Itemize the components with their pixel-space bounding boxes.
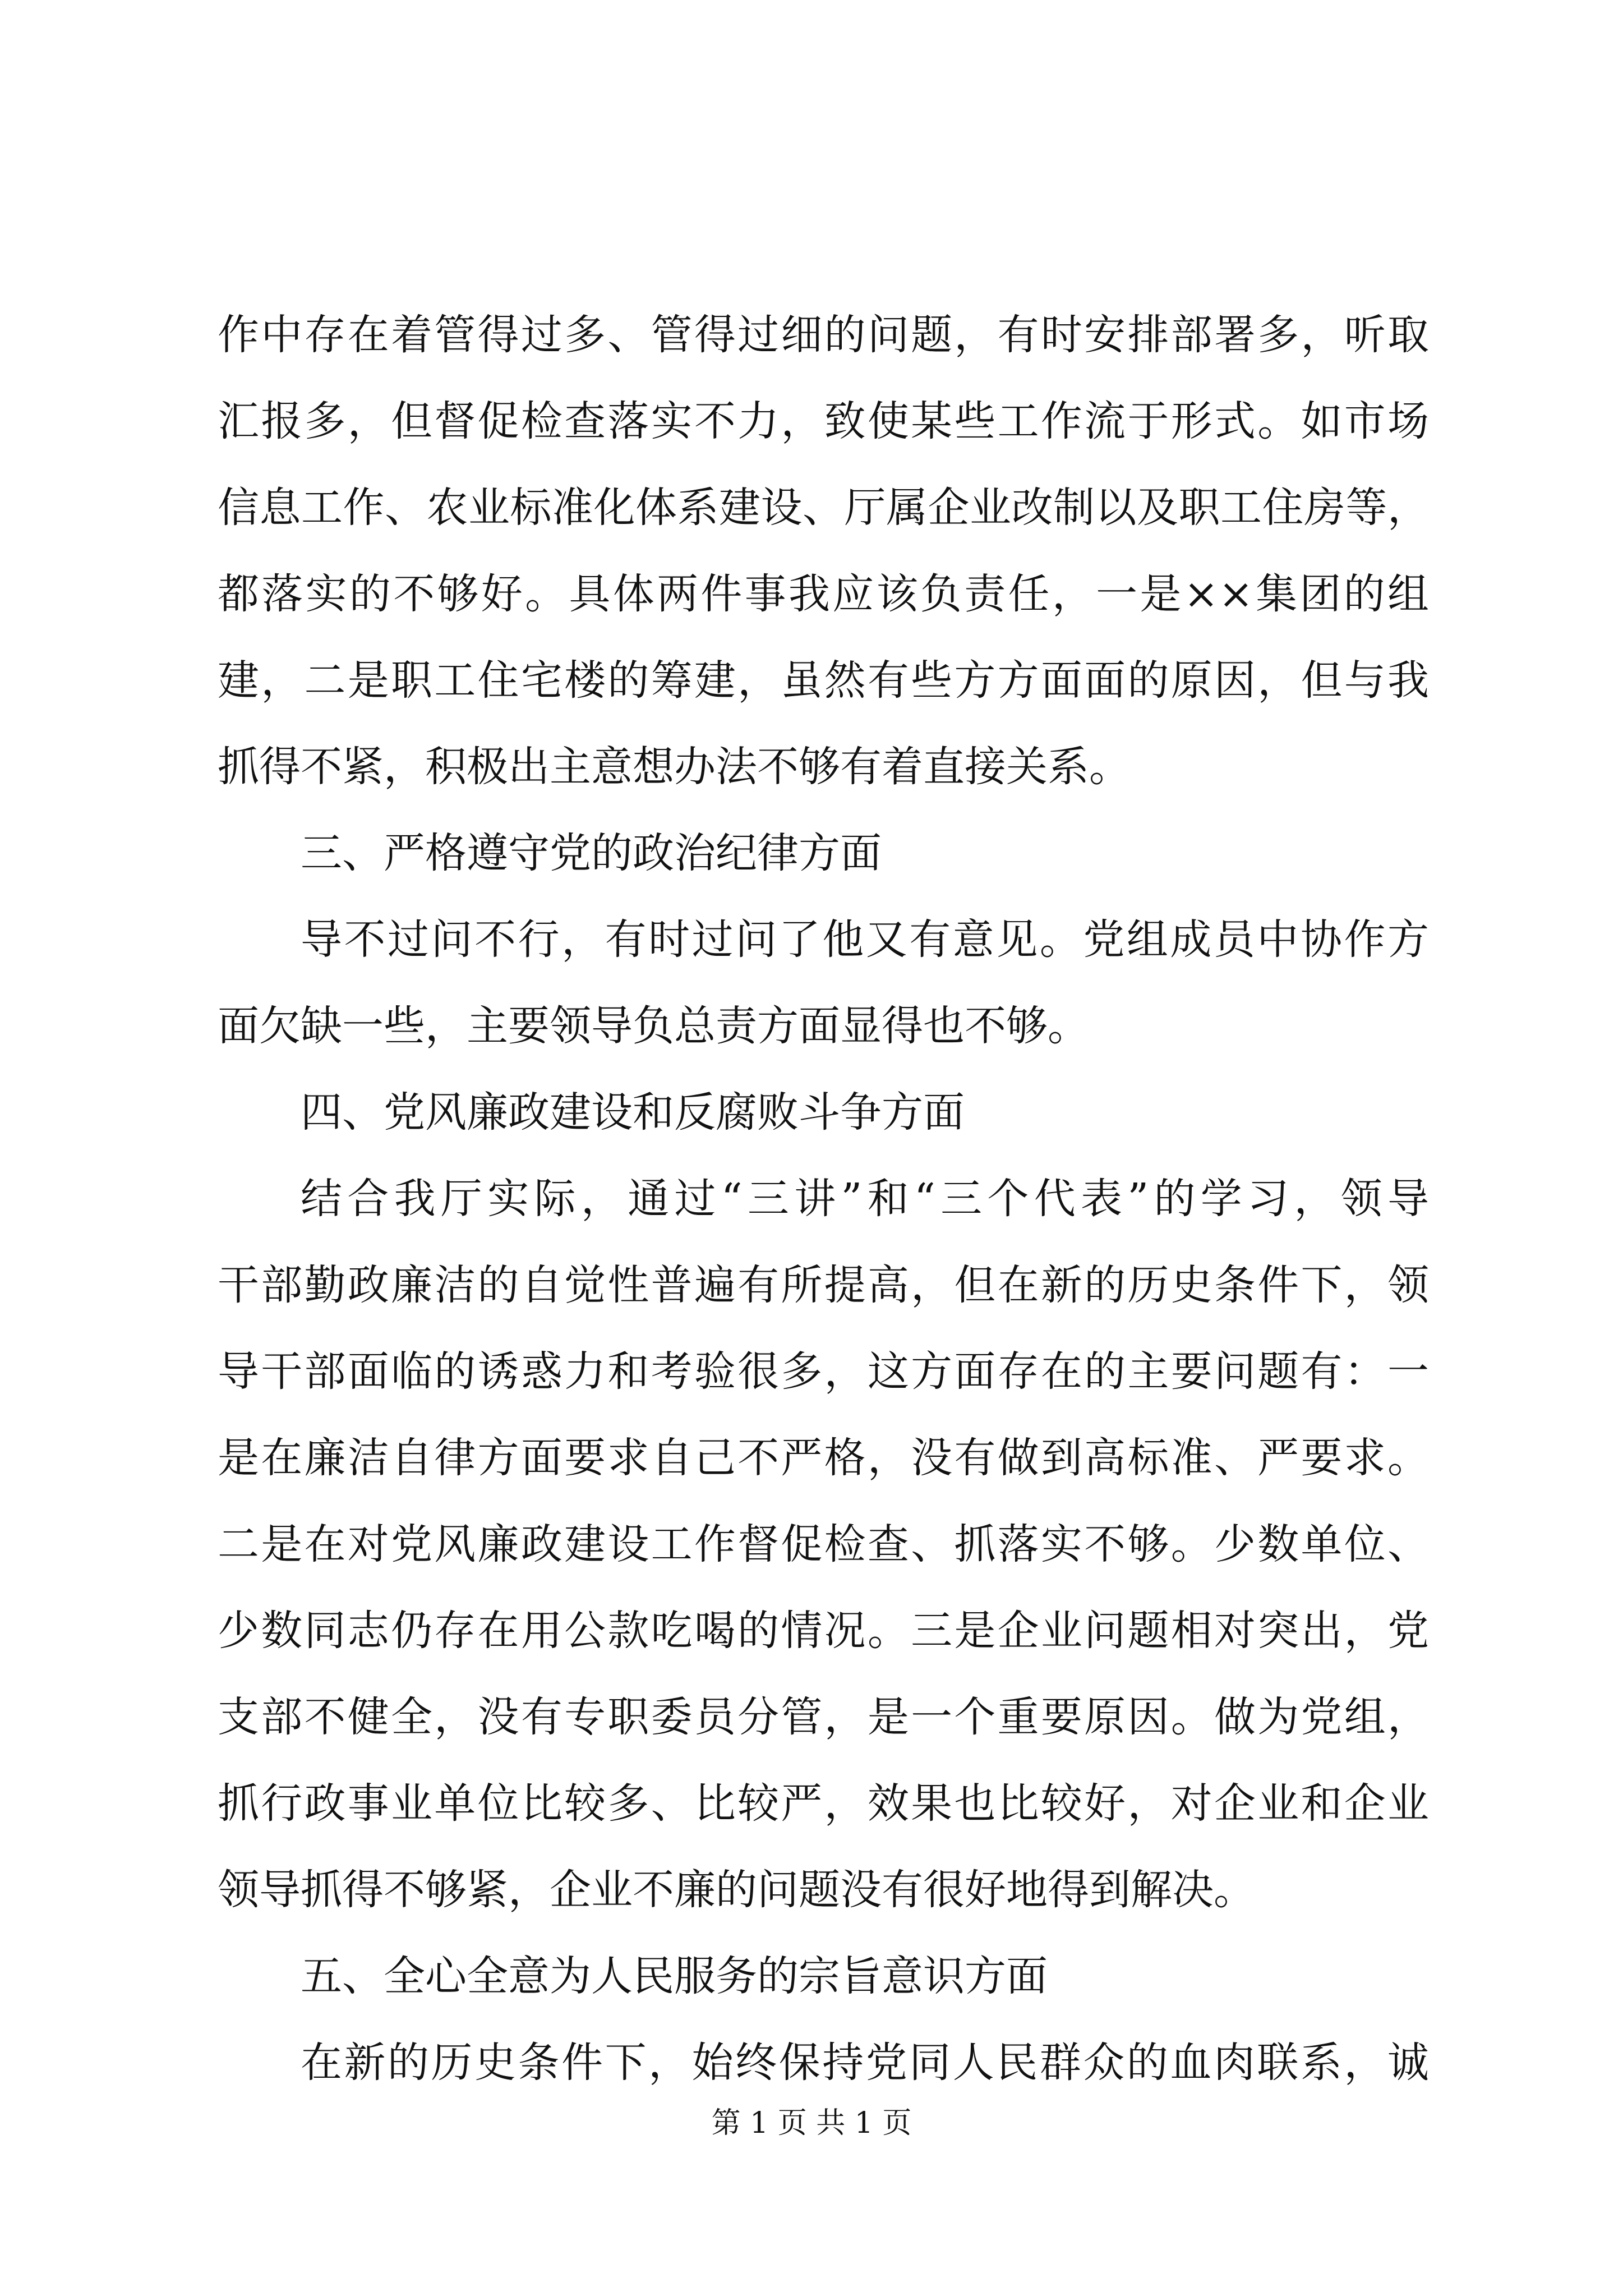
text-line: 干部勤政廉洁的自觉性普遍有所提高，但在新的历史条件下，领 — [218, 1261, 1429, 1309]
text-line: 都落实的不够好。具体两件事我应该负责任，一是××集团的组 — [218, 570, 1429, 618]
text-line: 汇报多，但督促检查落实不力，致使某些工作流于形式。如市场 — [218, 397, 1429, 445]
text-line: 三、严格遵守党的政治纪律方面 — [301, 829, 882, 877]
text-line: 在新的历史条件下，始终保持党同人民群众的血肉联系，诚 — [301, 2039, 1429, 2087]
text-line: 面欠缺一些，主要领导负总责方面显得也不够。 — [218, 1002, 1089, 1050]
text-line: 领导抓得不够紧，企业不廉的问题没有很好地得到解决。 — [218, 1866, 1255, 1914]
text-line: 导干部面临的诱惑力和考验很多，这方面存在的主要问题有：一 — [218, 1347, 1429, 1396]
text-line: 信息工作、农业标准化体系建设、厅属企业改制以及职工住房等， — [218, 484, 1429, 532]
text-line: 建，二是职工住宅楼的筹建，虽然有些方方面面的原因，但与我 — [218, 656, 1429, 705]
text-line: 抓行政事业单位比较多、比较严，效果也比较好，对企业和企业 — [218, 1779, 1429, 1828]
text-line: 五、全心全意为人民服务的宗旨意识方面 — [301, 1952, 1048, 2000]
text-line: 支部不健全，没有专职委员分管，是一个重要原因。做为党组， — [218, 1693, 1429, 1741]
text-line: 二是在对党风廉政建设工作督促检查、抓落实不够。少数单位、 — [218, 1520, 1429, 1568]
text-line: 四、党风廉政建设和反腐败斗争方面 — [301, 1088, 965, 1137]
text-line: 是在廉洁自律方面要求自己不严格，没有做到高标准、严要求。 — [218, 1434, 1429, 1482]
page-footer: 第 1 页 共 1 页 — [711, 2106, 912, 2140]
text-line: 抓得不紧，积极出主意想办法不够有着直接关系。 — [218, 743, 1131, 791]
text-line: 作中存在着管得过多、管得过细的问题，有时安排部署多，听取 — [218, 311, 1429, 359]
text-line: 少数同志仍存在用公款吃喝的情况。三是企业问题相对突出，党 — [218, 1607, 1429, 1655]
text-line: 结合我厅实际，通过“三讲”和“三个代表”的学习，领导 — [301, 1175, 1429, 1223]
text-line: 导不过问不行，有时过问了他又有意见。党组成员中协作方 — [301, 915, 1429, 964]
body-text — [218, 292, 1429, 2106]
